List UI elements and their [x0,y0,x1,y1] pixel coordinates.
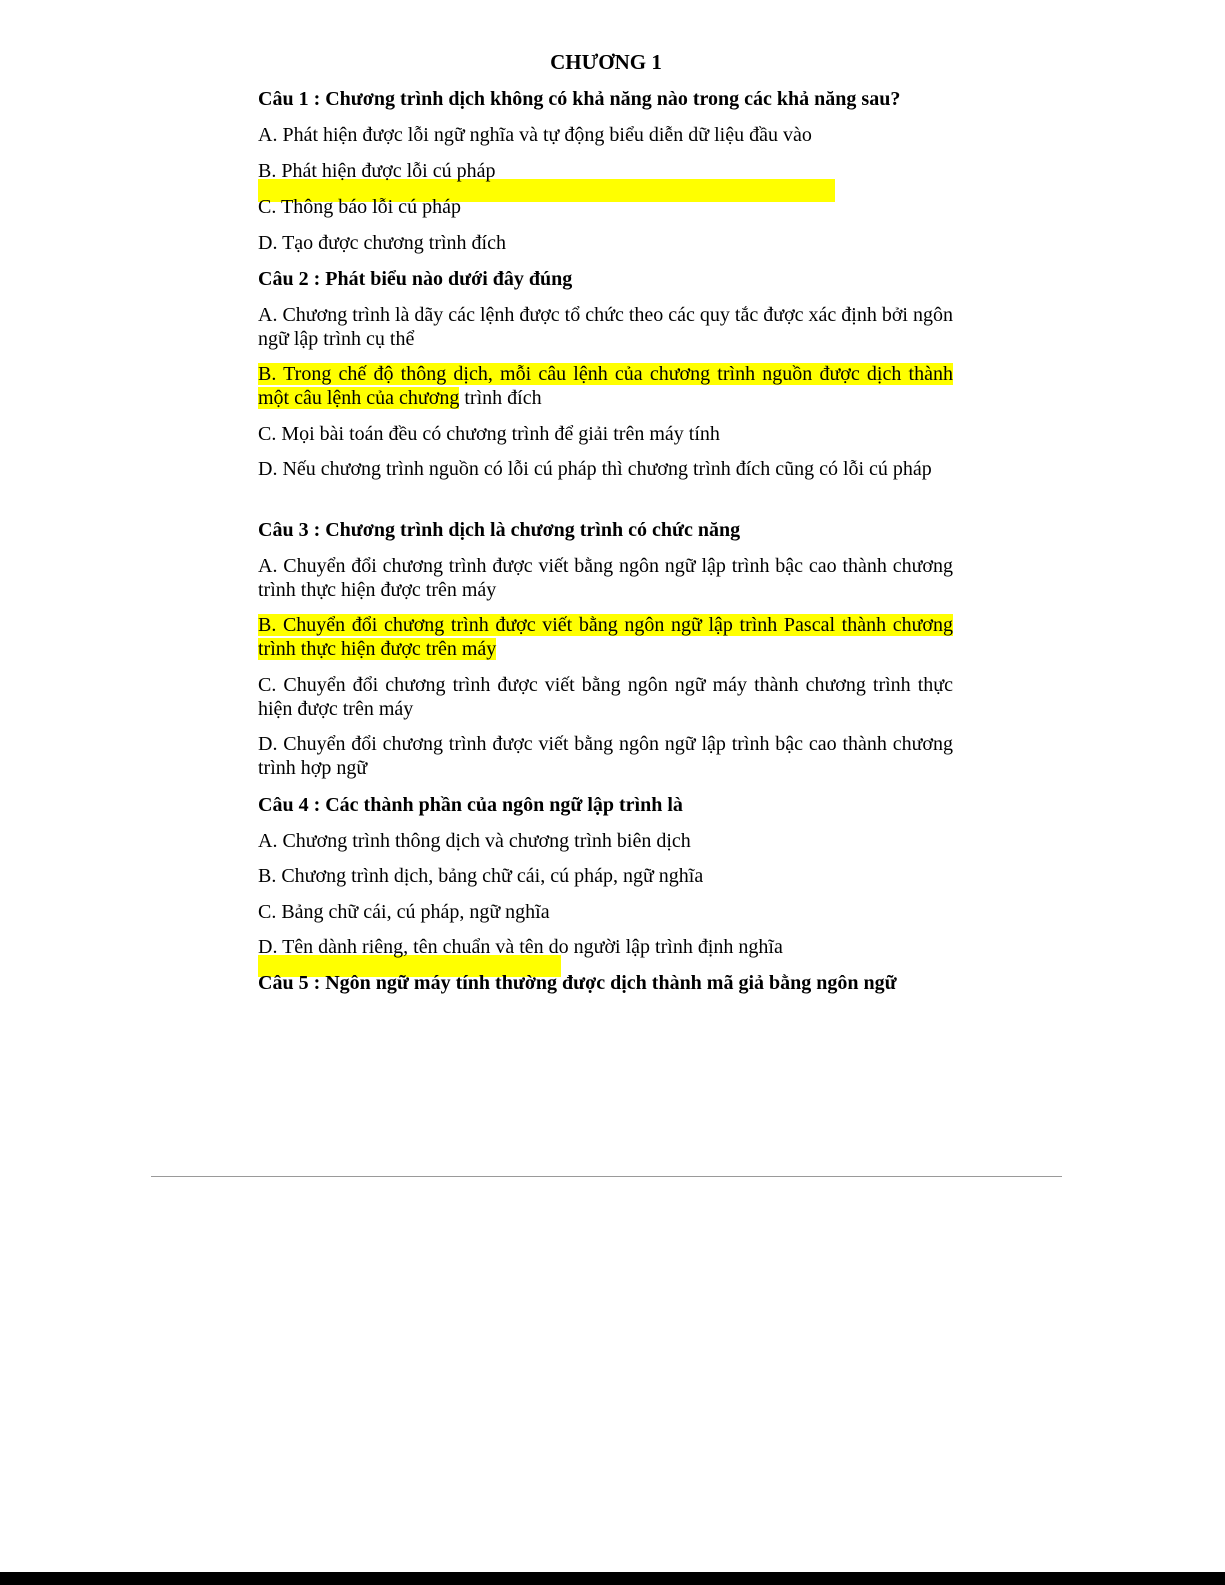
chapter-title: CHƯƠNG 1 [550,50,662,74]
q2-option-b-rest: trình đích [459,387,542,409]
q2-option-a: A. Chương trình là dãy các lệnh được tổ chức theo các quy tắc được xác định bởi ngôn ngữ lập trình cụ thể [258,304,953,350]
question-2: Câu 2 : Phát biểu nào dưới đây đúng [258,268,573,290]
q2-option-c: C. Mọi bài toán đều có chương trình để giải trên máy tính [258,423,720,445]
q3-option-b-highlighted: B. Chuyển đổi chương trình được viết bằng ngôn ngữ lập trình Pascal thành chương trình thực hiện được trên máy [258,614,953,660]
q4-option-a: A. Chương trình thông dịch và chương trình biên dịch [258,830,691,852]
q1-option-c: C. Thông báo lỗi cú pháp [258,196,461,218]
q1-option-d: D. Tạo được chương trình đích [258,232,506,254]
q4-option-c: C. Bảng chữ cái, cú pháp, ngữ nghĩa [258,901,550,923]
q2-option-b-highlighted: B. Trong chế độ thông dịch, mỗi câu lệnh của chương trình nguồn được dịch thành một câu lệnh của chương [258,363,953,409]
question-5: Câu 5 : Ngôn ngữ máy tính thường được dịch thành mã giả bằng ngôn ngữ [258,972,897,994]
q2-option-d: D. Nếu chương trình nguồn có lỗi cú pháp thì chương trình đích cũng có lỗi cú pháp [258,458,932,480]
bottom-edge-bar [0,1572,1225,1585]
q3-option-d: D. Chuyển đổi chương trình được viết bằng ngôn ngữ lập trình bậc cao thành chương trình hợp ngữ [258,733,953,779]
q3-option-a: A. Chuyển đổi chương trình được viết bằng ngôn ngữ lập trình bậc cao thành chương trình thực hiện được trên máy [258,555,953,601]
q4-option-d: D. Tên dành riêng, tên chuẩn và tên do người lập trình định nghĩa [258,936,783,958]
question-1: Câu 1 : Chương trình dịch không có khả năng nào trong các khả năng sau? [258,88,901,110]
q4-option-b: B. Chương trình dịch, bảng chữ cái, cú pháp, ngữ nghĩa [258,865,704,887]
q3-option-c: C. Chuyển đổi chương trình được viết bằng ngôn ngữ máy thành chương trình thực hiện được trên máy [258,674,953,720]
q1-option-a: A. Phát hiện được lỗi ngữ nghĩa và tự động biểu diễn dữ liệu đầu vào [258,124,812,146]
question-3: Câu 3 : Chương trình dịch là chương trình có chức năng [258,519,741,541]
question-4: Câu 4 : Các thành phần của ngôn ngữ lập trình là [258,794,683,816]
q3-option-b [258,613,953,661]
q2-option-b [258,362,953,410]
page-divider [151,1176,1062,1177]
q1-option-b: B. Phát hiện được lỗi cú pháp [258,160,496,182]
